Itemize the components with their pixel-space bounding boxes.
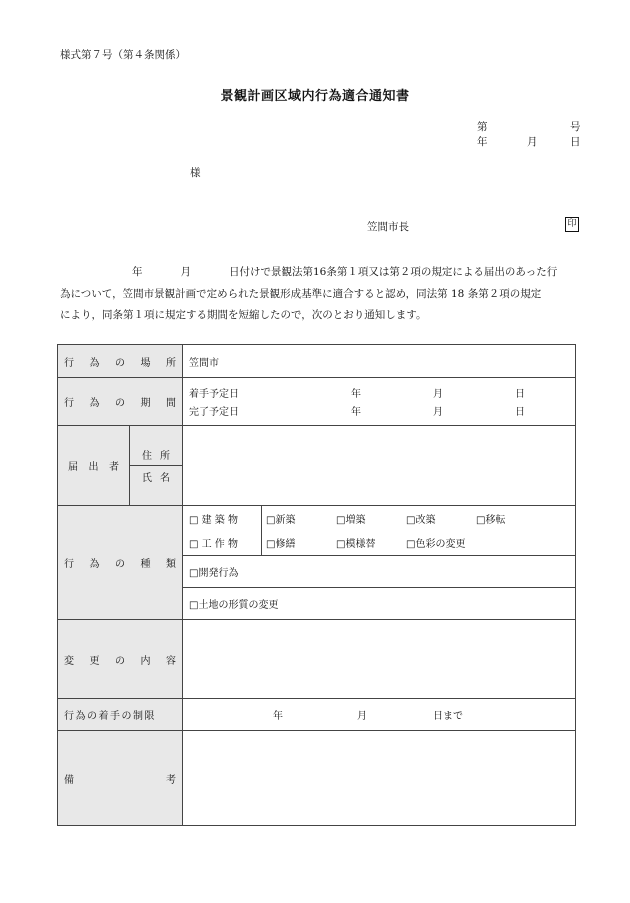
body-year: 年 [132, 266, 143, 278]
place-value[interactable]: 笠間市 [183, 345, 576, 378]
color-change-checkbox[interactable]: □色彩の変更 [406, 539, 466, 550]
development-checkbox[interactable]: □開発行為 [183, 556, 576, 588]
kind-label: 行 為 の 種 類 [58, 506, 183, 620]
body-line3: により，同条第１項に規定する期間を短縮したので，次のとおり通知します。 [60, 309, 427, 321]
address-label: 住 所 [130, 426, 183, 466]
date-year: 年 [477, 136, 488, 148]
applicant-value[interactable] [183, 426, 576, 506]
remarks-value[interactable] [183, 731, 576, 826]
restriction-value[interactable] [183, 699, 576, 731]
place-label: 行 為 の 場 所 [58, 345, 183, 378]
seal-mark: 印 [565, 217, 579, 232]
form-table [57, 344, 576, 826]
rebuild-checkbox[interactable]: □改築 [406, 515, 436, 526]
repair-checkbox[interactable]: □修繕 [266, 539, 296, 550]
date-month: 月 [527, 136, 538, 148]
start-date-row: 着手予定日 年 月 日 [189, 389, 525, 400]
land-change-checkbox[interactable]: □土地の形質の変更 [183, 588, 576, 620]
restriction-year: 年 [273, 711, 283, 722]
new-build-checkbox[interactable]: □新築 [266, 515, 296, 526]
kind-building-structure [183, 506, 576, 556]
structure-checkbox[interactable]: □ 工 作 物 [189, 539, 238, 550]
restriction-day: 日まで [433, 711, 463, 722]
sender-name: 笠間市長 [367, 221, 409, 233]
building-checkbox[interactable]: □ 建 築 物 [189, 515, 238, 526]
addressee-suffix: 様 [190, 167, 201, 179]
relocation-checkbox[interactable]: □移転 [476, 515, 506, 526]
change-value[interactable] [183, 620, 576, 699]
restriction-label: 行為の着手の制限 [58, 699, 183, 731]
remodel-checkbox[interactable]: □模様替 [336, 539, 376, 550]
body-line1: 日付けで景観法第16条第１項又は第２項の規定による届出のあった行 [229, 266, 558, 278]
name-label: 氏 名 [130, 466, 183, 506]
remarks-label: 備 考 [58, 731, 183, 826]
doc-number-suffix: 号 [570, 121, 581, 133]
period-value[interactable] [183, 378, 576, 426]
extension-checkbox[interactable]: □増築 [336, 515, 366, 526]
body-month: 月 [180, 266, 191, 278]
notice-body [60, 262, 580, 327]
applicant-label: 届 出 者 [58, 426, 130, 506]
change-label: 変 更 の 内 容 [58, 620, 183, 699]
body-line2: 為について，笠間市景観計画で定められた景観形成基準に適合すると認め，同法第 18 条第２項の規定 [60, 287, 542, 300]
date-day: 日 [570, 136, 581, 148]
doc-number-prefix: 第 [477, 121, 488, 133]
period-label: 行 為 の 期 間 [58, 378, 183, 426]
restriction-month: 月 [357, 711, 367, 722]
document-title: 景観計画区域内行為適合通知書 [220, 89, 410, 104]
end-date-row: 完了予定日 年 月 日 [189, 407, 525, 418]
form-number: 様式第７号（第４条関係） [60, 49, 186, 61]
